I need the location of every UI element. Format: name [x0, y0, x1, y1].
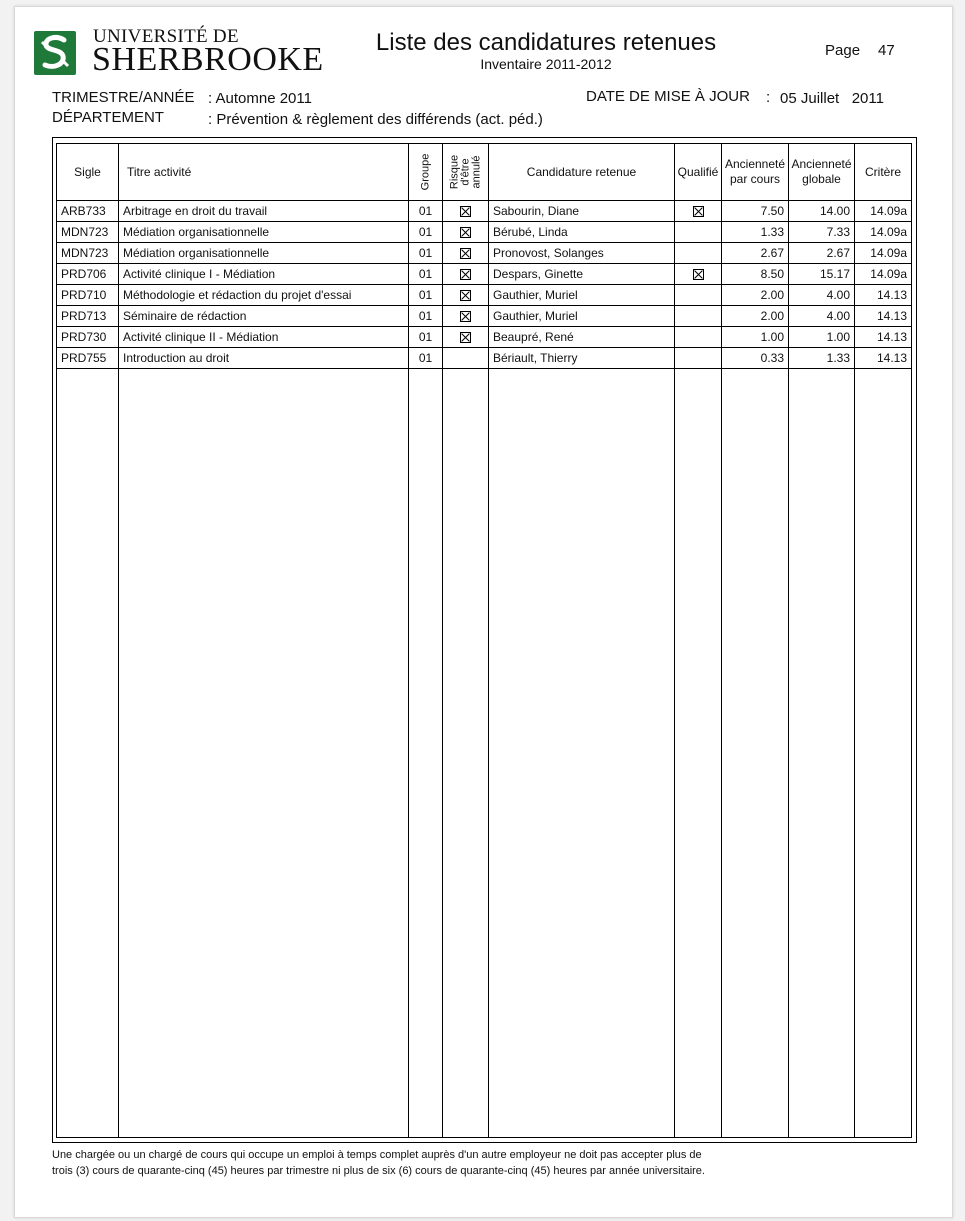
cell-critere: 14.13	[855, 348, 912, 369]
header-risque	[443, 144, 489, 201]
cell-anciennete-globale: 4.00	[789, 306, 855, 327]
cell-candidature: Bérubé, Linda	[489, 222, 675, 243]
cell-titre: Médiation organisationnelle	[119, 222, 409, 243]
checked-box-icon	[460, 269, 471, 280]
cell-titre: Activité clinique II - Médiation	[119, 327, 409, 348]
table-row	[57, 243, 912, 264]
cell-qualifie	[675, 264, 722, 285]
header-anc-globale-line1: Ancienneté	[791, 157, 852, 171]
table-row	[57, 348, 912, 369]
cell-titre: Arbitrage en droit du travail	[119, 201, 409, 222]
cell-sigle: MDN723	[57, 222, 119, 243]
cell-anciennete-globale: 15.17	[789, 264, 855, 285]
cell-sigle: PRD713	[57, 306, 119, 327]
university-name-line2: SHERBROOKE	[92, 41, 324, 78]
cell-anciennete-cours: 2.00	[722, 285, 789, 306]
cell-candidature: Gauthier, Muriel	[489, 306, 675, 327]
university-name-line1: UNIVERSITÉ DE	[93, 26, 239, 47]
cell-titre: Médiation organisationnelle	[119, 243, 409, 264]
checked-box-icon	[460, 311, 471, 322]
header-groupe-label: Groupe	[419, 153, 431, 191]
cell-anciennete-globale: 4.00	[789, 285, 855, 306]
checked-box-icon	[460, 227, 471, 238]
table-row	[57, 285, 912, 306]
empty-cell	[489, 369, 675, 1138]
cell-candidature: Gauthier, Muriel	[489, 285, 675, 306]
header-qualifie: Qualifié	[675, 144, 722, 201]
cell-qualifie	[675, 306, 722, 327]
cell-candidature: Beaupré, René	[489, 327, 675, 348]
cell-qualifie	[675, 327, 722, 348]
cell-sigle: PRD730	[57, 327, 119, 348]
update-date-value: 05 Juillet 2011	[780, 90, 884, 107]
candidatures-table	[56, 143, 912, 1138]
document-page	[14, 6, 953, 1218]
checked-box-icon	[693, 206, 704, 217]
cell-titre: Introduction au droit	[119, 348, 409, 369]
cell-critere: 14.09a	[855, 222, 912, 243]
header-candidature: Candidature retenue	[489, 144, 675, 201]
empty-cell	[57, 369, 119, 1138]
table-row	[57, 327, 912, 348]
table-row	[57, 306, 912, 327]
header-risque-line2: d'être	[459, 158, 471, 186]
cell-anciennete-cours: 7.50	[722, 201, 789, 222]
table-row	[57, 222, 912, 243]
checked-box-icon	[693, 269, 704, 280]
cell-risque	[443, 327, 489, 348]
cell-qualifie	[675, 348, 722, 369]
cell-candidature: Sabourin, Diane	[489, 201, 675, 222]
header-anc-globale-line2: globale	[802, 172, 841, 186]
header-anciennete-globale	[789, 144, 855, 201]
checked-box-icon	[460, 206, 471, 217]
cell-risque	[443, 348, 489, 369]
cell-sigle: PRD755	[57, 348, 119, 369]
term-label: TRIMESTRE/ANNÉE	[52, 89, 195, 106]
footnote-line1: Une chargée ou un chargé de cours qui occupe un emploi à temps complet auprès d'un autre employeur ne doit pas accepter plus de	[52, 1149, 702, 1161]
cell-qualifie	[675, 243, 722, 264]
header-risque-label	[449, 155, 482, 189]
cell-groupe: 01	[409, 285, 443, 306]
cell-candidature: Pronovost, Solanges	[489, 243, 675, 264]
table-body	[57, 201, 912, 1138]
checked-box-icon	[460, 332, 471, 343]
cell-groupe: 01	[409, 306, 443, 327]
cell-anciennete-cours: 2.00	[722, 306, 789, 327]
empty-cell	[855, 369, 912, 1138]
header-anciennete-cours	[722, 144, 789, 201]
term-value: : Automne 2011	[208, 90, 312, 107]
cell-sigle: MDN723	[57, 243, 119, 264]
cell-critere: 14.13	[855, 327, 912, 348]
header-sigle: Sigle	[57, 144, 119, 201]
cell-sigle: PRD706	[57, 264, 119, 285]
cell-sigle: ARB733	[57, 201, 119, 222]
cell-anciennete-globale: 1.00	[789, 327, 855, 348]
update-date-label: DATE DE MISE À JOUR	[586, 88, 750, 105]
cell-critere: 14.13	[855, 306, 912, 327]
cell-titre: Séminaire de rédaction	[119, 306, 409, 327]
page-label: Page	[825, 42, 861, 59]
candidatures-table-frame	[52, 137, 917, 1143]
cell-titre: Méthodologie et rédaction du projet d'essai	[119, 285, 409, 306]
empty-cell	[409, 369, 443, 1138]
table-header-row	[57, 144, 912, 201]
cell-critere: 14.09a	[855, 264, 912, 285]
cell-anciennete-cours: 1.00	[722, 327, 789, 348]
header-titre: Titre activité	[119, 144, 409, 201]
cell-candidature: Despars, Ginette	[489, 264, 675, 285]
page-subtitle: Inventaire 2011-2012	[480, 56, 612, 72]
cell-risque	[443, 201, 489, 222]
checked-box-icon	[460, 248, 471, 259]
cell-qualifie	[675, 222, 722, 243]
header-anc-cours-line2: par cours	[729, 172, 781, 186]
header-anc-cours-line1: Ancienneté	[724, 157, 786, 171]
cell-critere: 14.13	[855, 285, 912, 306]
cell-risque	[443, 243, 489, 264]
cell-titre: Activité clinique I - Médiation	[119, 264, 409, 285]
checked-box-icon	[460, 290, 471, 301]
empty-cell	[789, 369, 855, 1138]
footnote-line2: trois (3) cours de quarante-cinq (45) heures par trimestre ni plus de six (6) cours de quarante-cinq (45) heures par année universitaire.	[52, 1165, 705, 1177]
empty-cell	[443, 369, 489, 1138]
cell-critere: 14.09a	[855, 201, 912, 222]
footnote	[52, 1147, 932, 1179]
cell-qualifie	[675, 201, 722, 222]
cell-groupe: 01	[409, 201, 443, 222]
empty-cell	[675, 369, 722, 1138]
cell-groupe: 01	[409, 348, 443, 369]
cell-candidature: Bériault, Thierry	[489, 348, 675, 369]
header-critere: Critère	[855, 144, 912, 201]
cell-anciennete-globale: 1.33	[789, 348, 855, 369]
table-row	[57, 264, 912, 285]
cell-groupe: 01	[409, 222, 443, 243]
cell-anciennete-cours: 8.50	[722, 264, 789, 285]
table-row	[57, 201, 912, 222]
cell-anciennete-globale: 2.67	[789, 243, 855, 264]
cell-risque	[443, 285, 489, 306]
cell-risque	[443, 222, 489, 243]
update-date-separator: :	[766, 89, 771, 106]
cell-risque	[443, 264, 489, 285]
department-value: : Prévention & règlement des différends (act. péd.)	[208, 111, 543, 128]
cell-anciennete-cours: 1.33	[722, 222, 789, 243]
cell-anciennete-globale: 14.00	[789, 201, 855, 222]
cell-groupe: 01	[409, 327, 443, 348]
header-risque-line3: annulé	[470, 155, 482, 189]
cell-critere: 14.09a	[855, 243, 912, 264]
cell-groupe: 01	[409, 243, 443, 264]
cell-anciennete-cours: 0.33	[722, 348, 789, 369]
cell-qualifie	[675, 285, 722, 306]
department-label: DÉPARTEMENT	[52, 109, 164, 126]
page-title: Liste des candidatures retenues	[375, 29, 717, 56]
empty-filler-row	[57, 369, 912, 1138]
cell-sigle: PRD710	[57, 285, 119, 306]
header-risque-line1: Risque	[448, 154, 460, 190]
sherbrooke-logo-icon	[34, 31, 76, 75]
header-groupe	[409, 144, 443, 201]
cell-groupe: 01	[409, 264, 443, 285]
cell-anciennete-globale: 7.33	[789, 222, 855, 243]
cell-anciennete-cours: 2.67	[722, 243, 789, 264]
empty-cell	[722, 369, 789, 1138]
cell-risque	[443, 306, 489, 327]
empty-cell	[119, 369, 409, 1138]
page-number: 47	[878, 42, 895, 59]
